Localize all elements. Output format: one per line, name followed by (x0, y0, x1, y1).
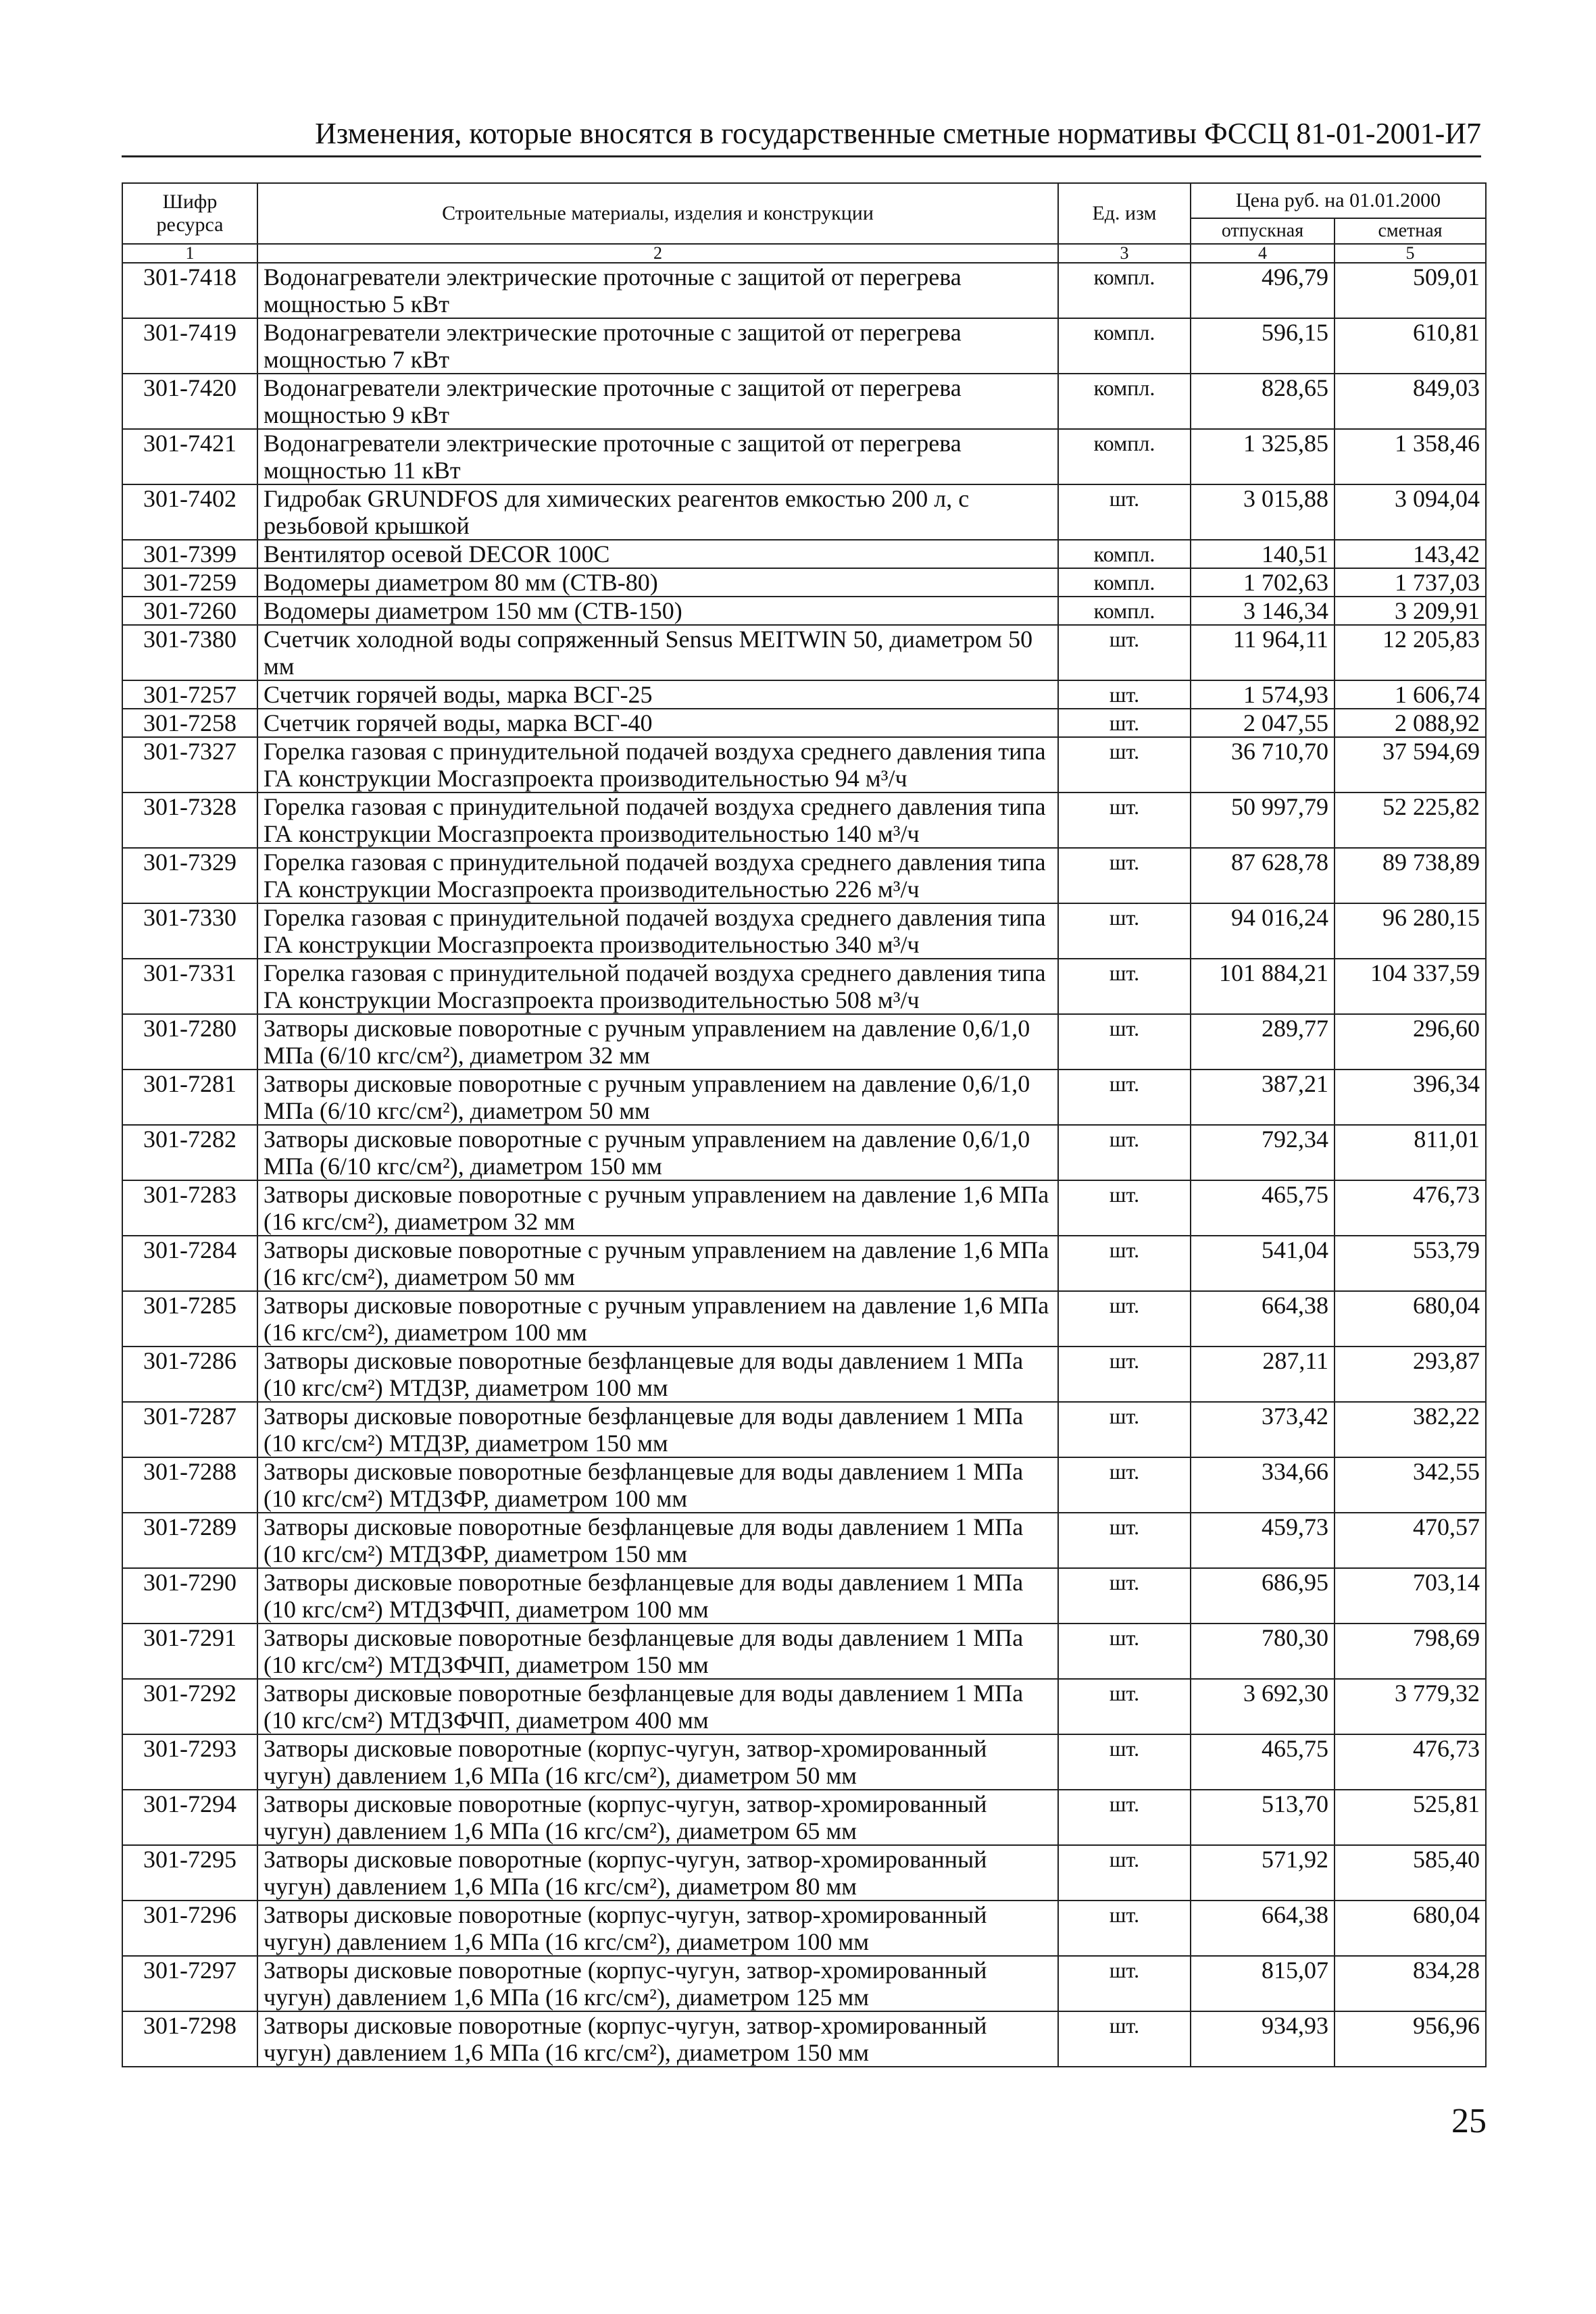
unit-of-measure: шт. (1058, 1125, 1191, 1180)
release-price: 1 325,85 (1191, 429, 1335, 484)
material-name: Затворы дисковые поворотные с ручным управлением на давление 1,6 МПа (16 кгс/см²), диаметром 32 мм (257, 1180, 1058, 1236)
material-name: Затворы дисковые поворотные (корпус-чугун, затвор-хромированный чугун) давлением 1,6 МПа (16 кгс/см²), диаметром 80 мм (257, 1845, 1058, 1901)
estimate-price: 296,60 (1335, 1014, 1486, 1070)
unit-of-measure: компл. (1058, 568, 1191, 597)
table-row (122, 1845, 1486, 1901)
table-body (122, 263, 1486, 2067)
material-name: Затворы дисковые поворотные безфланцевые для воды давлением 1 МПа (10 кгс/см²) МТДЗФР, диаметром 150 мм (257, 1513, 1058, 1568)
table-row (122, 1956, 1486, 2011)
resource-code: 301-7285 (122, 1291, 257, 1347)
resource-code: 301-7294 (122, 1790, 257, 1845)
table-row (122, 848, 1486, 903)
table-row (122, 1679, 1486, 1734)
table-row (122, 1347, 1486, 1402)
col-header-code: Шифр ресурса (122, 183, 257, 244)
material-name: Горелка газовая с принудительной подачей воздуха среднего давления типа ГА конструкции Мосгазпроекта производительностью 340 м³/ч (257, 903, 1058, 959)
estimate-price: 834,28 (1335, 1956, 1486, 2011)
estimate-price: 610,81 (1335, 318, 1486, 374)
release-price: 87 628,78 (1191, 848, 1335, 903)
unit-of-measure: шт. (1058, 1734, 1191, 1790)
material-name: Водонагреватели электрические проточные с защитой от перегрева мощностью 9 кВт (257, 374, 1058, 429)
unit-of-measure: шт. (1058, 1457, 1191, 1513)
material-name: Затворы дисковые поворотные с ручным управлением на давление 0,6/1,0 МПа (6/10 кгс/см²), диаметром 150 мм (257, 1125, 1058, 1180)
material-name: Горелка газовая с принудительной подачей воздуха среднего давления типа ГА конструкции Мосгазпроекта производительностью 226 м³/ч (257, 848, 1058, 903)
resource-code: 301-7297 (122, 1956, 257, 2011)
material-name: Затворы дисковые поворотные (корпус-чугун, затвор-хромированный чугун) давлением 1,6 МПа (16 кгс/см²), диаметром 65 мм (257, 1790, 1058, 1845)
release-price: 11 964,11 (1191, 625, 1335, 680)
resource-code: 301-7419 (122, 318, 257, 374)
release-price: 36 710,70 (1191, 737, 1335, 793)
unit-of-measure: шт. (1058, 848, 1191, 903)
unit-of-measure: шт. (1058, 1901, 1191, 1956)
table-row (122, 1734, 1486, 1790)
material-name: Затворы дисковые поворотные с ручным управлением на давление 1,6 МПа (16 кгс/см²), диаметром 50 мм (257, 1236, 1058, 1291)
release-price: 3 692,30 (1191, 1679, 1335, 1734)
material-name: Затворы дисковые поворотные безфланцевые для воды давлением 1 МПа (10 кгс/см²) МТДЗФЧП, диаметром 100 мм (257, 1568, 1058, 1624)
release-price: 373,42 (1191, 1402, 1335, 1457)
release-price: 101 884,21 (1191, 959, 1335, 1014)
material-name: Водомеры диаметром 80 мм (СТВ-80) (257, 568, 1058, 597)
release-price: 496,79 (1191, 263, 1335, 318)
release-price: 664,38 (1191, 1901, 1335, 1956)
release-price: 3 146,34 (1191, 597, 1335, 625)
unit-of-measure: шт. (1058, 1236, 1191, 1291)
table-row (122, 793, 1486, 848)
release-price: 334,66 (1191, 1457, 1335, 1513)
material-name: Счетчик горячей воды, марка ВСГ-40 (257, 709, 1058, 737)
material-name: Затворы дисковые поворотные с ручным управлением на давление 0,6/1,0 МПа (6/10 кгс/см²), диаметром 32 мм (257, 1014, 1058, 1070)
release-price: 1 702,63 (1191, 568, 1335, 597)
release-price: 140,51 (1191, 540, 1335, 568)
release-price: 513,70 (1191, 1790, 1335, 1845)
material-name: Затворы дисковые поворотные безфланцевые для воды давлением 1 МПа (10 кгс/см²) МТДЗФР, диаметром 100 мм (257, 1457, 1058, 1513)
material-name: Водомеры диаметром 150 мм (СТВ-150) (257, 597, 1058, 625)
unit-of-measure: шт. (1058, 1790, 1191, 1845)
material-name: Водонагреватели электрические проточные с защитой от перегрева мощностью 5 кВт (257, 263, 1058, 318)
estimate-price: 680,04 (1335, 1291, 1486, 1347)
estimate-price: 585,40 (1335, 1845, 1486, 1901)
resource-code: 301-7284 (122, 1236, 257, 1291)
release-price: 459,73 (1191, 1513, 1335, 1568)
estimate-price: 1 737,03 (1335, 568, 1486, 597)
estimate-price: 849,03 (1335, 374, 1486, 429)
release-price: 465,75 (1191, 1180, 1335, 1236)
unit-of-measure: шт. (1058, 1070, 1191, 1125)
col-number: 1 (122, 244, 257, 263)
estimate-price: 342,55 (1335, 1457, 1486, 1513)
table-row (122, 959, 1486, 1014)
col-header-price: Цена руб. на 01.01.2000 (1191, 183, 1486, 218)
material-name: Затворы дисковые поворотные (корпус-чугун, затвор-хромированный чугун) давлением 1,6 МПа (16 кгс/см²), диаметром 125 мм (257, 1956, 1058, 2011)
table-row (122, 625, 1486, 680)
material-name: Затворы дисковые поворотные безфланцевые для воды давлением 1 МПа (10 кгс/см²) МТДЗФЧП, диаметром 400 мм (257, 1679, 1058, 1734)
page-header: Изменения, которые вносятся в государственные сметные нормативы ФССЦ 81-01-2001-И7 (122, 112, 1481, 157)
estimate-price: 52 225,82 (1335, 793, 1486, 848)
unit-of-measure: шт. (1058, 1568, 1191, 1624)
estimate-price: 3 779,32 (1335, 1679, 1486, 1734)
material-name: Затворы дисковые поворотные безфланцевые для воды давлением 1 МПа (10 кгс/см²) МТДЗР, диаметром 150 мм (257, 1402, 1058, 1457)
unit-of-measure: компл. (1058, 597, 1191, 625)
release-price: 387,21 (1191, 1070, 1335, 1125)
release-price: 596,15 (1191, 318, 1335, 374)
table-row (122, 568, 1486, 597)
unit-of-measure: компл. (1058, 540, 1191, 568)
table-row (122, 709, 1486, 737)
unit-of-measure: шт. (1058, 1180, 1191, 1236)
release-price: 2 047,55 (1191, 709, 1335, 737)
resource-code: 301-7402 (122, 484, 257, 540)
release-price: 780,30 (1191, 1624, 1335, 1679)
release-price: 815,07 (1191, 1956, 1335, 2011)
material-name: Водонагреватели электрические проточные с защитой от перегрева мощностью 11 кВт (257, 429, 1058, 484)
col-header-unit: Ед. изм (1058, 183, 1191, 244)
table-row (122, 429, 1486, 484)
release-price: 50 997,79 (1191, 793, 1335, 848)
resource-code: 301-7289 (122, 1513, 257, 1568)
material-name: Гидробак GRUNDFOS для химических реагентов емкостью 200 л, с резьбовой крышкой (257, 484, 1058, 540)
release-price: 792,34 (1191, 1125, 1335, 1180)
table-row (122, 1790, 1486, 1845)
unit-of-measure: шт. (1058, 709, 1191, 737)
estimate-price: 37 594,69 (1335, 737, 1486, 793)
table-row (122, 374, 1486, 429)
resource-code: 301-7280 (122, 1014, 257, 1070)
material-name: Затворы дисковые поворотные с ручным управлением на давление 1,6 МПа (16 кгс/см²), диаметром 100 мм (257, 1291, 1058, 1347)
resource-code: 301-7418 (122, 263, 257, 318)
material-name: Затворы дисковые поворотные с ручным управлением на давление 0,6/1,0 МПа (6/10 кгс/см²), диаметром 50 мм (257, 1070, 1058, 1125)
estimate-price: 12 205,83 (1335, 625, 1486, 680)
resource-code: 301-7291 (122, 1624, 257, 1679)
table-row (122, 1125, 1486, 1180)
table-row (122, 1624, 1486, 1679)
table-row (122, 1180, 1486, 1236)
unit-of-measure: шт. (1058, 484, 1191, 540)
material-name: Затворы дисковые поворотные (корпус-чугун, затвор-хромированный чугун) давлением 1,6 МПа (16 кгс/см²), диаметром 50 мм (257, 1734, 1058, 1790)
resource-code: 301-7290 (122, 1568, 257, 1624)
unit-of-measure: компл. (1058, 318, 1191, 374)
table-row (122, 318, 1486, 374)
release-price: 541,04 (1191, 1236, 1335, 1291)
release-price: 1 574,93 (1191, 680, 1335, 709)
unit-of-measure: шт. (1058, 2011, 1191, 2067)
resource-code: 301-7257 (122, 680, 257, 709)
material-name: Счетчик холодной воды сопряженный Sensus MEITWIN 50, диаметром 50 мм (257, 625, 1058, 680)
release-price: 287,11 (1191, 1347, 1335, 1402)
estimate-price: 3 209,91 (1335, 597, 1486, 625)
resource-code: 301-7286 (122, 1347, 257, 1402)
estimate-price: 104 337,59 (1335, 959, 1486, 1014)
estimate-price: 811,01 (1335, 1125, 1486, 1180)
table-row (122, 2011, 1486, 2067)
estimate-price: 382,22 (1335, 1402, 1486, 1457)
material-name: Вентилятор осевой DECOR 100C (257, 540, 1058, 568)
estimate-price: 293,87 (1335, 1347, 1486, 1402)
material-name: Горелка газовая с принудительной подачей воздуха среднего давления типа ГА конструкции Мосгазпроекта производительностью 140 м³/ч (257, 793, 1058, 848)
table-row (122, 597, 1486, 625)
unit-of-measure: шт. (1058, 1014, 1191, 1070)
resource-code: 301-7288 (122, 1457, 257, 1513)
resource-code: 301-7298 (122, 2011, 257, 2067)
unit-of-measure: шт. (1058, 903, 1191, 959)
table-row (122, 1291, 1486, 1347)
estimate-price: 798,69 (1335, 1624, 1486, 1679)
resource-code: 301-7421 (122, 429, 257, 484)
resource-code: 301-7293 (122, 1734, 257, 1790)
resource-code: 301-7327 (122, 737, 257, 793)
table-row (122, 1457, 1486, 1513)
material-name: Затворы дисковые поворотные (корпус-чугун, затвор-хромированный чугун) давлением 1,6 МПа (16 кгс/см²), диаметром 150 мм (257, 2011, 1058, 2067)
col-header-release: отпускная (1191, 218, 1335, 244)
col-number: 3 (1058, 244, 1191, 263)
unit-of-measure: шт. (1058, 1402, 1191, 1457)
table-row (122, 1402, 1486, 1457)
material-name: Водонагреватели электрические проточные с защитой от перегрева мощностью 7 кВт (257, 318, 1058, 374)
table-row (122, 1901, 1486, 1956)
table-row (122, 903, 1486, 959)
estimate-price: 3 094,04 (1335, 484, 1486, 540)
unit-of-measure: шт. (1058, 959, 1191, 1014)
unit-of-measure: компл. (1058, 263, 1191, 318)
release-price: 465,75 (1191, 1734, 1335, 1790)
estimate-price: 509,01 (1335, 263, 1486, 318)
estimate-price: 553,79 (1335, 1236, 1486, 1291)
release-price: 289,77 (1191, 1014, 1335, 1070)
unit-of-measure: шт. (1058, 1956, 1191, 2011)
resource-code: 301-7287 (122, 1402, 257, 1457)
release-price: 934,93 (1191, 2011, 1335, 2067)
table-row (122, 1014, 1486, 1070)
estimate-price: 1 358,46 (1335, 429, 1486, 484)
material-name: Затворы дисковые поворотные (корпус-чугун, затвор-хромированный чугун) давлением 1,6 МПа (16 кгс/см²), диаметром 100 мм (257, 1901, 1058, 1956)
table-row (122, 540, 1486, 568)
material-name: Горелка газовая с принудительной подачей воздуха среднего давления типа ГА конструкции Мосгазпроекта производительностью 508 м³/ч (257, 959, 1058, 1014)
resource-code: 301-7281 (122, 1070, 257, 1125)
unit-of-measure: шт. (1058, 1624, 1191, 1679)
table-row (122, 680, 1486, 709)
col-header-estimate: сметная (1335, 218, 1486, 244)
estimate-price: 956,96 (1335, 2011, 1486, 2067)
estimate-price: 396,34 (1335, 1070, 1486, 1125)
unit-of-measure: компл. (1058, 374, 1191, 429)
col-number: 5 (1335, 244, 1486, 263)
resource-code: 301-7295 (122, 1845, 257, 1901)
release-price: 571,92 (1191, 1845, 1335, 1901)
estimate-price: 476,73 (1335, 1180, 1486, 1236)
unit-of-measure: шт. (1058, 1679, 1191, 1734)
page-number: 25 (1451, 2102, 1487, 2140)
unit-of-measure: шт. (1058, 1347, 1191, 1402)
resource-code: 301-7282 (122, 1125, 257, 1180)
table-row (122, 1513, 1486, 1568)
estimate-price: 525,81 (1335, 1790, 1486, 1845)
material-name: Горелка газовая с принудительной подачей воздуха среднего давления типа ГА конструкции Мосгазпроекта производительностью 94 м³/ч (257, 737, 1058, 793)
table-row (122, 1568, 1486, 1624)
table-row (122, 484, 1486, 540)
resource-code: 301-7258 (122, 709, 257, 737)
release-price: 686,95 (1191, 1568, 1335, 1624)
release-price: 3 015,88 (1191, 484, 1335, 540)
resource-code: 301-7259 (122, 568, 257, 597)
estimate-price: 143,42 (1335, 540, 1486, 568)
unit-of-measure: компл. (1058, 429, 1191, 484)
release-price: 94 016,24 (1191, 903, 1335, 959)
resource-code: 301-7283 (122, 1180, 257, 1236)
resource-code: 301-7420 (122, 374, 257, 429)
table-row (122, 263, 1486, 318)
material-name: Затворы дисковые поворотные безфланцевые для воды давлением 1 МПа (10 кгс/см²) МТДЗФЧП, диаметром 150 мм (257, 1624, 1058, 1679)
resource-code: 301-7380 (122, 625, 257, 680)
release-price: 828,65 (1191, 374, 1335, 429)
table-row (122, 737, 1486, 793)
resource-code: 301-7331 (122, 959, 257, 1014)
estimate-price: 89 738,89 (1335, 848, 1486, 903)
unit-of-measure: шт. (1058, 1845, 1191, 1901)
estimate-price: 470,57 (1335, 1513, 1486, 1568)
resource-code: 301-7292 (122, 1679, 257, 1734)
unit-of-measure: шт. (1058, 1513, 1191, 1568)
resource-code: 301-7330 (122, 903, 257, 959)
table-row (122, 1070, 1486, 1125)
resource-code: 301-7329 (122, 848, 257, 903)
material-name: Затворы дисковые поворотные безфланцевые для воды давлением 1 МПа (10 кгс/см²) МТДЗР, диаметром 100 мм (257, 1347, 1058, 1402)
estimate-price: 1 606,74 (1335, 680, 1486, 709)
material-name: Счетчик горячей воды, марка ВСГ-25 (257, 680, 1058, 709)
estimate-price: 2 088,92 (1335, 709, 1486, 737)
estimate-price: 703,14 (1335, 1568, 1486, 1624)
unit-of-measure: шт. (1058, 793, 1191, 848)
resource-code: 301-7296 (122, 1901, 257, 1956)
estimate-price: 680,04 (1335, 1901, 1486, 1956)
col-number: 2 (257, 244, 1058, 263)
resource-code: 301-7260 (122, 597, 257, 625)
price-table (122, 182, 1487, 2067)
release-price: 664,38 (1191, 1291, 1335, 1347)
unit-of-measure: шт. (1058, 680, 1191, 709)
resource-code: 301-7328 (122, 793, 257, 848)
resource-code: 301-7399 (122, 540, 257, 568)
col-header-name: Строительные материалы, изделия и конструкции (257, 183, 1058, 244)
col-number: 4 (1191, 244, 1335, 263)
unit-of-measure: шт. (1058, 625, 1191, 680)
estimate-price: 476,73 (1335, 1734, 1486, 1790)
unit-of-measure: шт. (1058, 1291, 1191, 1347)
table-row (122, 1236, 1486, 1291)
unit-of-measure: шт. (1058, 737, 1191, 793)
estimate-price: 96 280,15 (1335, 903, 1486, 959)
